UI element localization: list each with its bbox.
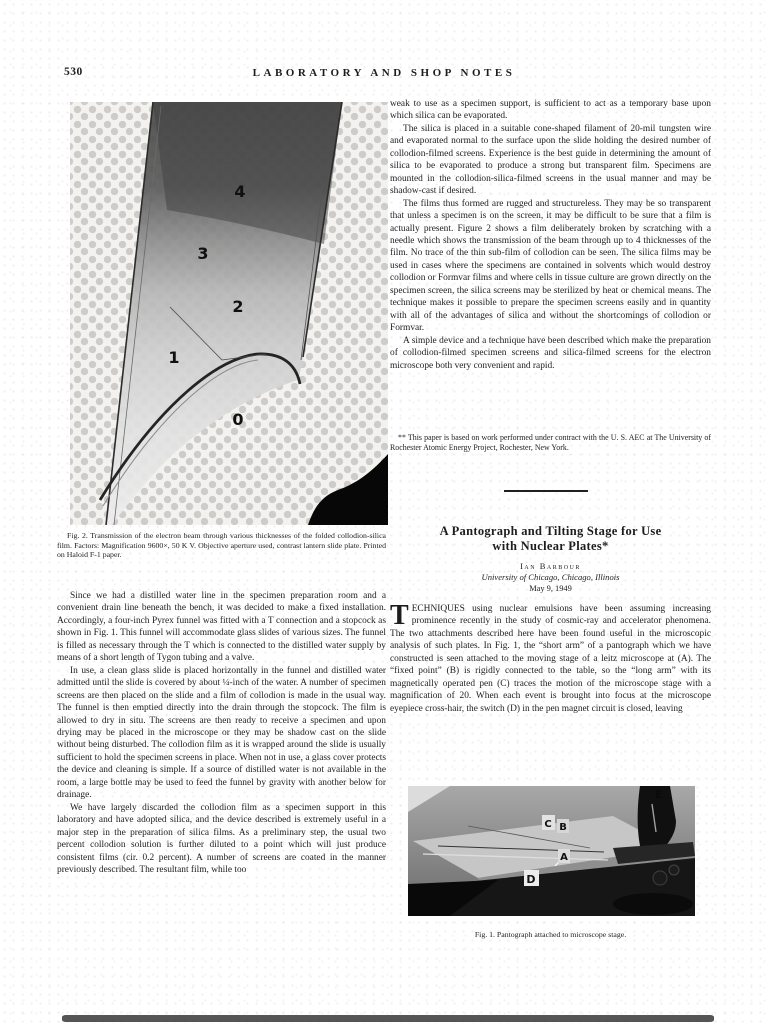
paragraph: In use, a clean glass slide is placed horizontally in the funnel and distilled water admitted until the slide is covered by about ¼-inch of the water. A number of specimen screens are then placed on the slide and a film of collodion is made in the usual way. The funnel is then emptied directly into the drain through the stopcock. The film is allowed to dry in situ. The screens are then ready to receive a specimen and upon drying may be placed in the microscope or they may be shadow cast on the slide without being disturbed. The collodion film as it is wrapped around the slide is usually sufficient to hold the specimen screens in place. When not in use, a glass cover protects the device and cleaning is simple. If a source of distilled water is not available in the room, a large bottle may be used to feed the funnel by gravity with another below for drainage.: [57, 665, 386, 801]
corner-blob: [308, 454, 388, 525]
article-title-line1: A Pantograph and Tilting Stage for Use: [439, 524, 662, 538]
section-divider: [504, 490, 588, 492]
paragraph: The silica is placed in a suitable cone-shaped filament of 20-mil tungsten wire and evaporated normal to the surface upon the slide holding the desired number of collodion-filmed screens. Experience is the best guide in determining the amount of silica to be evaporated to produce a strong but transparent film. Specimens are mounted in the collodion-silica-filmed screens in the usual manner and may be shadow-cast if desired.: [390, 123, 711, 197]
page-number: 530: [64, 66, 83, 78]
article-header: [390, 524, 711, 593]
paragraph: A simple device and a technique have been described which make the preparation of collodion-filmed specimen screens and silica-filmed screens for the electron microscope both very convenient and rapid.: [390, 335, 711, 371]
figure1-caption: Fig. 1. Pantograph attached to microscope stage.: [474, 930, 627, 939]
figure2-label-1: 1: [168, 348, 180, 367]
left-column-text: [57, 590, 386, 876]
figure1-label-d: D: [526, 873, 536, 886]
figure2-label-0: 0: [232, 410, 244, 429]
figure1-label-e: E: [655, 788, 663, 801]
paragraph-text: ECHNIQUES using nuclear emulsions have been assuming increasing prominence recently in the study of cosmic-ray and accelerator phenomena. The two attachments described here have been found useful in the microscopic analysis of such plates. In Fig. 1, the “short arm” of a pantograph which we have constructed is seen attached to the moving stage of a leitz microscope at (A). The “fixed point” (B) is rigidly connected to the table, so the “long arm” with its magnetically operated pen (C) traces the motion of the microscope stage with a magnification of 20. When each event is brought into focus at the microscope eyepiece cross-hair, the switch (D) in the pen magnet circuit is closed, leaving: [390, 604, 711, 714]
figure2-illustration: [70, 102, 388, 525]
article-title-line2: with Nuclear Plates*: [492, 539, 609, 553]
focus-knob: [653, 871, 667, 885]
right-column-text: [390, 98, 711, 372]
paragraph: We have largely discarded the collodion film as a specimen support in this laboratory and have adopted silica, and the device described is extremely useful in a major step in the preparation of silica films. As a preliminary step, the usual two percent collodion solution is further diluted to a point which will just produce consistent films (cir. 0.2 percent). A number of screens are coated in the manner previously described. The resultant film, while too: [57, 802, 386, 875]
figure1-label-c: C: [544, 819, 552, 830]
figure1-illustration: [408, 786, 695, 916]
figure2-micrograph: [70, 102, 388, 525]
microscope-base: [613, 893, 693, 915]
figure1-photo: [408, 786, 695, 916]
figure2-label-3: 3: [197, 244, 209, 263]
paragraph: weak to use as a specimen support, is sufficient to act as a temporary base upon which silica can be evaporated.: [390, 99, 711, 122]
figure1-label-b: B: [559, 822, 567, 833]
article-date: May 9, 1949: [529, 584, 572, 593]
figure2-caption: Fig. 2. Transmission of the electron beam through various thicknesses of the folded collodion-silica film. Factors: Magnification 9600×, 50 K V. Objective aperture used, contrast lantern slide plate. Printed on Haloid F-1 paper.: [57, 531, 386, 560]
paragraph: [390, 600, 711, 715]
article-affiliation: University of Chicago, Chicago, Illinois: [481, 572, 620, 582]
figure2-label-2: 2: [232, 297, 244, 316]
fine-knob: [669, 865, 679, 875]
drop-cap: T: [390, 600, 409, 631]
figure1-label-a: A: [560, 852, 568, 863]
footnote: ** This paper is based on work performed under contract with the U. S. AEC at The University of Rochester Atomic Energy Project, Rochester, New York.: [390, 433, 711, 452]
article-author: Ian Barbour: [520, 561, 581, 571]
scan-edge-bar: [62, 1015, 714, 1022]
paragraph: The films thus formed are rugged and structureless. They may be so transparent that unless a specimen is on the screen, it may be difficult to be sure that a film is actually present. Figure 2 shows a film deliberately broken by scratching with a needle which shows the transmission of the beam through up to 4 thicknesses of the film. No trace of the thin sub-film of collodion can be seen. The silica films may be used in cases where the specimens are contained in solvents which would destroy collodion or Formvar films and where cells in tissue culture are grown directly on the specimen screen, the silica screens may be sterilized by heat or chemical means. The technique makes it possible to prepare the specimen screens easily and in quantity with all of the advantages of silica and without the shortcomings of collodion or Formvar.: [390, 198, 711, 334]
article-body: [390, 600, 711, 715]
paragraph: Since we had a distilled water line in the specimen preparation room and a convenient drain line beneath the bench, it was decided to make a fixed installation. Accordingly, a four-inch Pyrex funnel was fitted with a T connection and a stopcock as shown in Fig. 1. This funnel will accommodate glass slides of various sizes. The funnel is filled as necessary through the T which is connected to the distilled water supply by means of a short length of Tygon tubing and a valve.: [57, 591, 386, 664]
figure2-label-4: 4: [234, 182, 246, 201]
running-header: LABORATORY AND SHOP NOTES: [252, 67, 516, 79]
